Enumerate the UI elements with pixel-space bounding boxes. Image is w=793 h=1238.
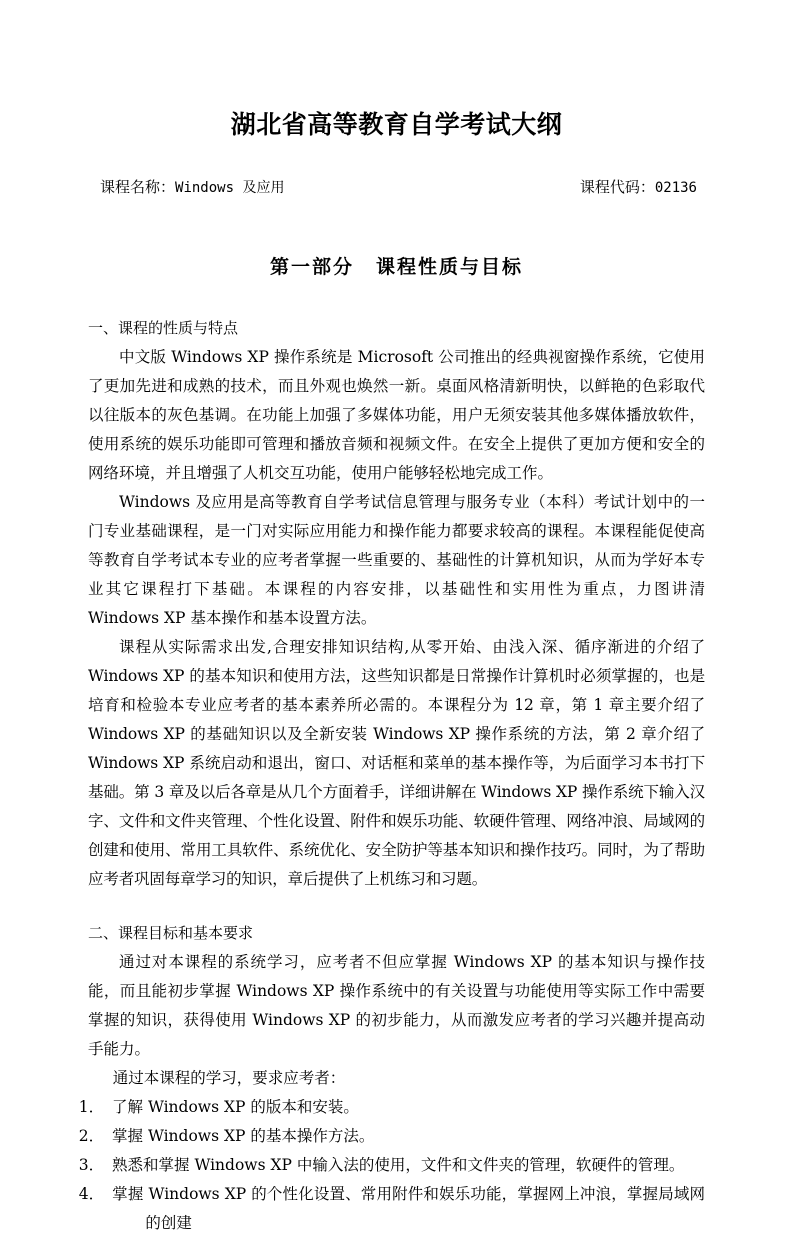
course-code-label: 课程代码： [579, 178, 655, 196]
section-one-paragraph-3: 课程从实际需求出发,合理安排知识结构,从零开始、由浅入深、循序渐进的介绍了 Windows XP 的基本知识和使用方法，这些知识都是日常操作计算机时必须掌握的，也是培育和检验本专业应考者的基本素养所必需的。本课程分为 12 章，第 1 章主要介绍了 Windows XP 的基础知识以及全新安装 Windows XP 操作系统的方法，第 2 章介绍了 Windows XP 系统启动和退出，窗口、对话框和菜单的基本操作等，为后面学习本书打下基础。第 3 章及以后各章是从几个方面着手，详细讲解在 Windows XP 操作系统下输入汉字、文件和文件夹管理、个性化设置、附件和娱乐功能、软硬件管理、网络冲浪、局域网的创建和使用、常用工具软件、系统优化、安全防护等基本知识和操作技巧。同时，为了帮助应考者巩固每章学习的知识，章后提供了上机练习和习题。 [88, 638, 705, 888]
list-item: 3． 熟悉和掌握 Windows XP 中输入法的使用，文件和文件夹的管理，软硬件的管理。 [78, 1156, 685, 1174]
requirements-lead-in: 通过本课程的学习，要求应考者： [112, 1069, 346, 1087]
course-name-value: Windows 及应用 [175, 180, 285, 196]
page-content [78, 0, 705, 1238]
list-item-text: 掌握 Windows XP 的个性化设置、常用附件和娱乐功能，掌握网上冲浪，掌握局域网的创建 [112, 1185, 705, 1232]
part-heading [88, 200, 705, 282]
page-title: 湖北省高等教育自学考试大纲 [230, 110, 563, 139]
section-heading-one: 一、课程的性质与特点 [88, 319, 239, 337]
section-one-paragraph-2: Windows 及应用是高等教育自学考试信息管理与服务专业（本科）考试计划中的一门专业基础课程，是一门对实际应用能力和操作能力都要求较高的课程。本课程能促使高等教育自学考试本专业的应考者掌握一些重要的、基础性的计算机知识，从而为学好本专业其它课程打下基础。本课程的内容安排，以基础性和实用性为重点，力图讲清 Windows XP 基本操作和基本设置方法。 [88, 493, 705, 627]
list-item-text: 掌握 Windows XP 的基本操作方法。 [112, 1127, 375, 1145]
course-name-field [100, 175, 284, 200]
list-item-text: 了解 Windows XP 的版本和安装。 [112, 1098, 359, 1116]
requirements-list [78, 1093, 705, 1238]
list-item: 1． 了解 Windows XP 的版本和安装。 [78, 1098, 359, 1116]
list-item-text: 熟悉和掌握 Windows XP 中输入法的使用，文件和文件夹的管理，软硬件的管理。 [112, 1156, 685, 1174]
course-name-label: 课程名称： [100, 178, 176, 196]
section-one-paragraph-1: 中文版 Windows XP 操作系统是 Microsoft 公司推出的经典视窗操作系统，它使用了更加先进和成熟的技术，而且外观也焕然一新。桌面风格清新明快，以鲜艳的色彩取代以往版本的灰色基调。在功能上加强了多媒体功能，用户无须安装其他多媒体播放软件，使用系统的娱乐功能即可管理和播放音频和视频文件。在安全上提供了更加方便和安全的网络环境，并且增强了人机交互功能，使用户能够轻松地完成工作。 [88, 348, 705, 482]
course-code-field [580, 175, 697, 200]
course-code-value: 02136 [654, 180, 697, 196]
part-heading-number: 第一部分 [269, 256, 354, 278]
section-two-paragraph: 通过对本课程的系统学习，应考者不但应掌握 Windows XP 的基本知识与操作技能，而且能初步掌握 Windows XP 操作系统中的有关设置与功能使用等实际工作中需要掌握的知识，获得使用 Windows XP 的初步能力，从而激发应考者的学习兴趣并提高动手能力。 [88, 953, 705, 1058]
part-heading-title: 课程性质与目标 [376, 256, 524, 278]
course-meta-line [88, 175, 705, 200]
section-heading-two: 二、课程目标和基本要求 [88, 924, 254, 942]
list-item: 4． 掌握 Windows XP 的个性化设置、常用附件和娱乐功能，掌握网上冲浪，掌握局域网的创建 [78, 1185, 705, 1232]
list-item: 2． 掌握 Windows XP 的基本操作方法。 [78, 1127, 375, 1145]
